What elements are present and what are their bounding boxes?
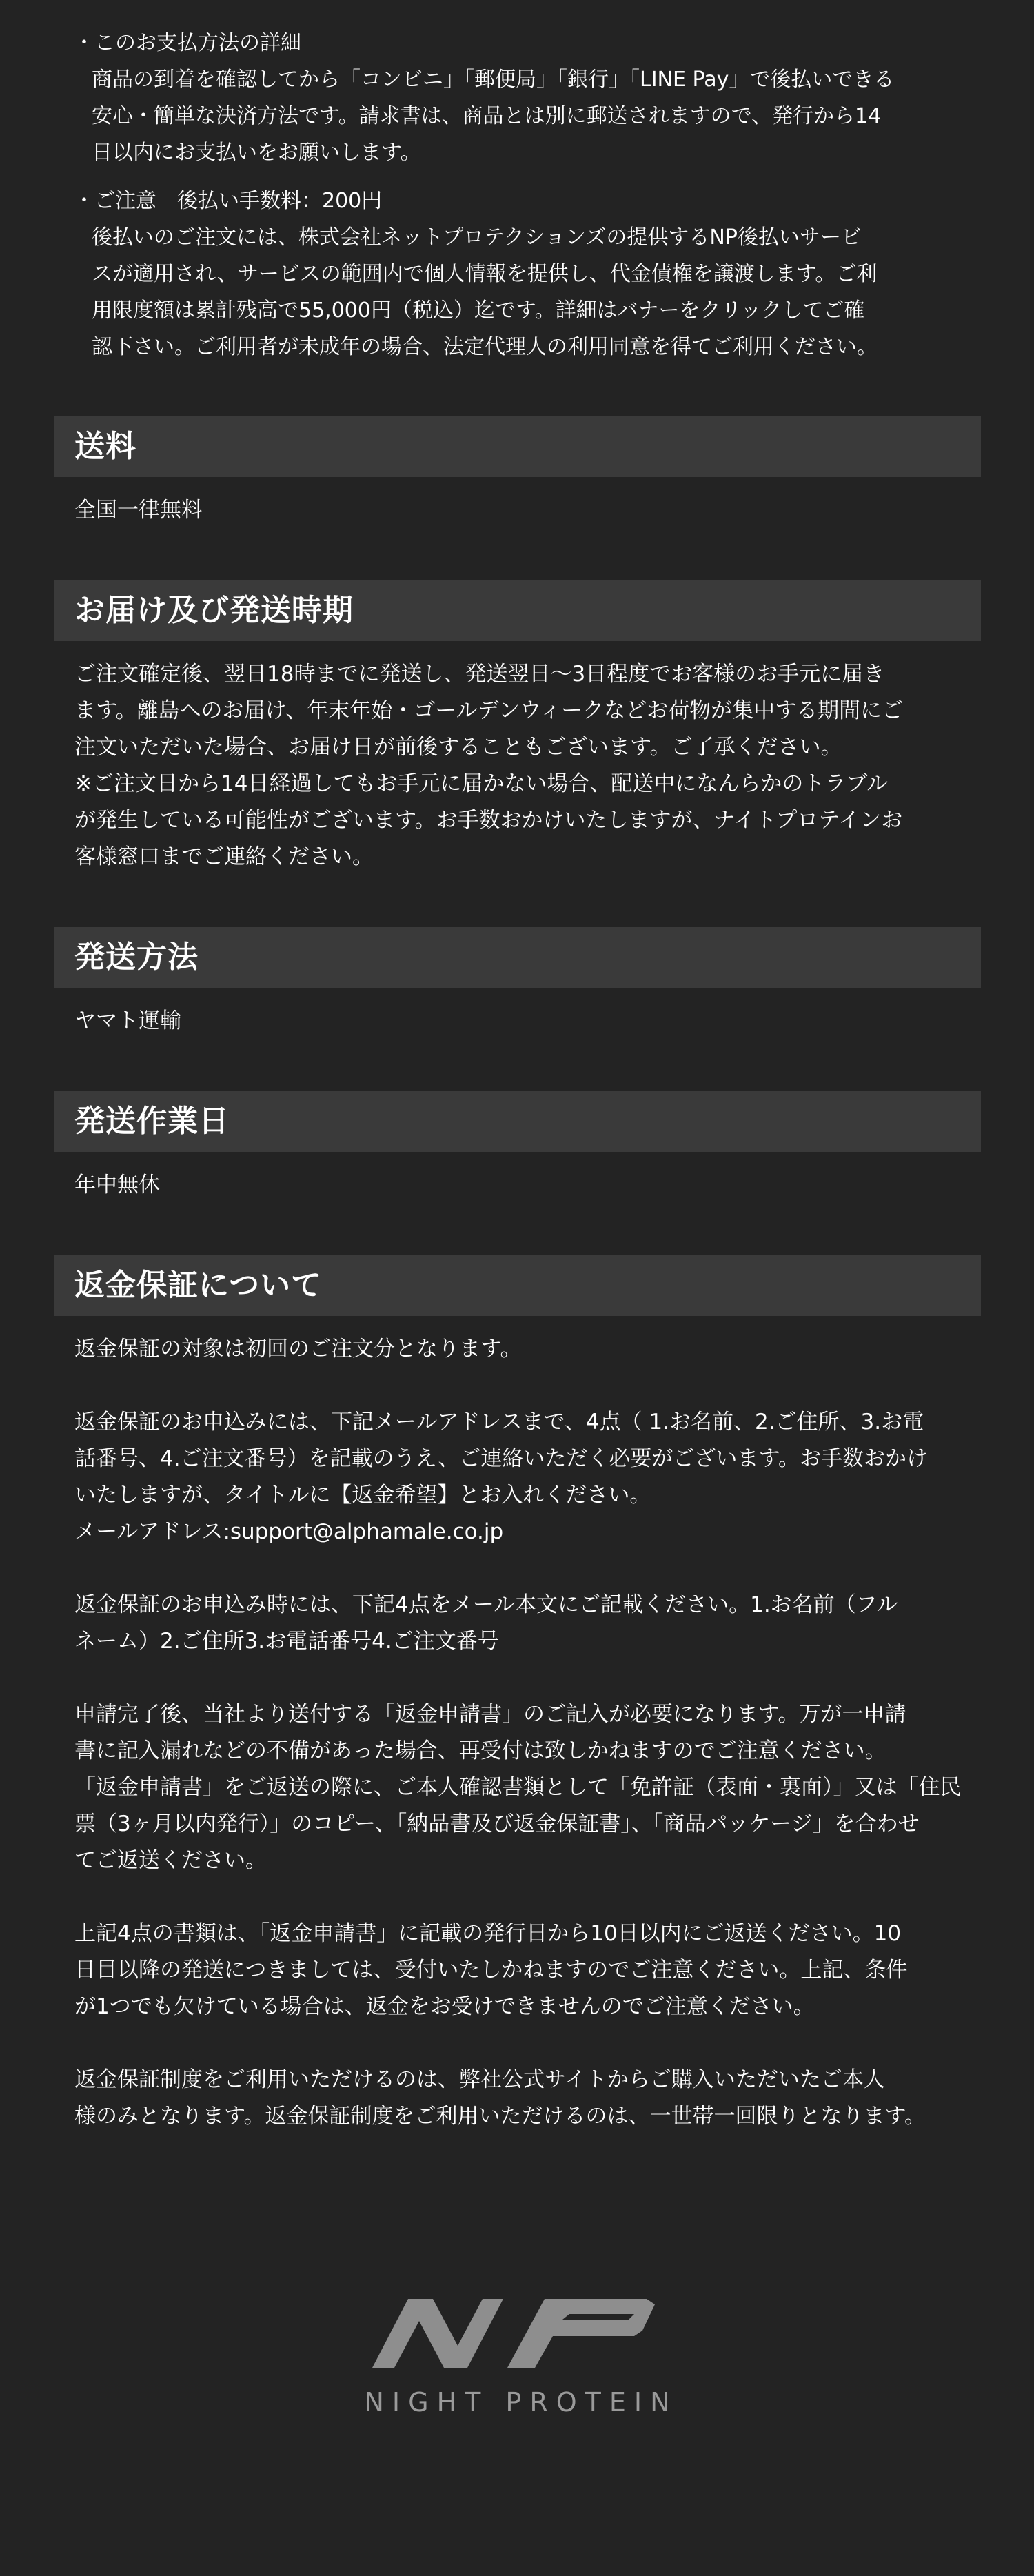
refund-paragraph	[74, 1916, 981, 2025]
text-line: 様のみとなります。返金保証制度をご利用いただけるのは、一世帯一回限りとなります。	[74, 2104, 926, 2129]
text-line: 日以内にお支払いをお願いします。	[92, 141, 421, 165]
refund-paragraph	[74, 1331, 981, 1368]
section-title: 発送作業日	[54, 1091, 981, 1152]
text-line: が発生している可能性がございます。お手数おかけいたしますが、ナイトプロテインお	[74, 808, 903, 833]
section-body	[54, 641, 981, 875]
text-line: 書に記入漏れなどの不備があった場合、再受付は致しかねますのでご注意ください。	[74, 1738, 886, 1763]
text-line: 用限度額は累計残高で55,000円（税込）迄です。詳細はバナーをクリックしてご確	[92, 298, 865, 323]
text-line: ※ご注文日から14日経過してもお手元に届かない場合、配送中になんらかのトラブル	[74, 771, 889, 796]
text-line: スが適用され、サービスの範囲内で個人情報を提供し、代金債権を譲渡します。ご利	[92, 262, 878, 286]
section-title: 送料	[54, 416, 981, 477]
text-line: ます。離島へのお届け、年末年始・ゴールデンウィークなどお荷物が集中する期間にご	[74, 698, 904, 723]
payment-details-text	[74, 61, 981, 171]
text-line: 後払いのご注文には、株式会社ネットプロテクションズの提供するNP後払いサービ	[92, 225, 862, 250]
text-line: 全国一律無料	[74, 498, 203, 523]
section-body	[54, 1316, 981, 2135]
payment-caution	[74, 183, 981, 365]
section-body	[54, 477, 981, 529]
brand-logo	[0, 2299, 1034, 2417]
text-line: 認下さい。ご利用者が未成年の場合、法定代理人の利用同意を得てご利用ください。	[92, 335, 878, 359]
text-line: 申請完了後、当社より送付する「返金申請書」のご記入が必要になります。万が一申請	[74, 1702, 906, 1727]
payment-caution-text	[74, 219, 981, 365]
text-line: ネーム）2.ご住所3.お電話番号4.ご注文番号	[74, 1629, 499, 1654]
section-body	[54, 988, 981, 1039]
section-refund	[54, 1255, 981, 2135]
brand-name: NIGHT PROTEIN	[364, 2387, 678, 2417]
text-line: 票（3ヶ月以内発行）」のコピー、「納品書及び返金保証書」、「商品パッケージ」を合わせ	[74, 1812, 920, 1836]
text-line: 返金保証のお申込み時には、下記4点をメール本文にご記載ください。1.お名前（フル	[74, 1592, 898, 1617]
text-line: 注文いただいた場合、お届け日が前後することもございます。ご了承ください。	[74, 735, 842, 760]
text-line: 返金保証のお申込みには、下記メールアドレスまで、4点（ 1.お名前、2.ご住所、3.お電	[74, 1410, 924, 1434]
text-line: 上記4点の書類は、「返金申請書」に記載の発行日から10日以内にご返送ください。10	[74, 1921, 902, 1946]
section-shipping-method	[54, 927, 981, 1039]
text-line: が1つでも欠けている場合は、返金をお受けできませんのでご注意ください。	[74, 1994, 815, 2019]
refund-paragraph	[74, 1696, 981, 1879]
section-body	[54, 1152, 981, 1204]
section-title: お届け及び発送時期	[54, 580, 981, 641]
payment-details	[74, 25, 981, 171]
section-shipping-workdays	[54, 1091, 981, 1204]
section-title: 返金保証について	[54, 1255, 981, 1316]
text-line: ヤマト運輸	[74, 1008, 181, 1033]
text-line: 年中無休	[74, 1173, 160, 1197]
text-line: いたしますが、タイトルに【返金希望】とお入れください。	[74, 1483, 651, 1508]
email-address-line: メールアドレス:support@alphamale.co.jp	[74, 1519, 504, 1544]
text-line: てご返送ください。	[74, 1848, 267, 1873]
text-line: ご注文確定後、翌日18時までに発送し、発送翌日〜3日程度でお客様のお手元に届き	[74, 662, 885, 687]
text-line: 話番号、4.ご注文番号）を記載のうえ、ご連絡いただく必要がございます。お手数おかけ	[74, 1446, 928, 1471]
text-line: 客様窓口までご連絡ください。	[74, 844, 374, 869]
content	[54, 25, 981, 2135]
payment-details-heading: ・このお支払方法の詳細	[74, 31, 301, 55]
text-line: 返金保証の対象は初回のご注文分となります。	[74, 1337, 522, 1361]
payment-caution-heading: ・ご注意 後払い手数料：200円	[74, 189, 383, 213]
text-line: 安心・簡単な決済方法です。請求書は、商品とは別に郵送されますので、発行から14	[92, 104, 882, 128]
section-title: 発送方法	[54, 927, 981, 988]
refund-paragraph	[74, 2062, 981, 2135]
text-line: 返金保証制度をご利用いただけるのは、弊社公式サイトからご購入いただいたご本人	[74, 2067, 885, 2092]
section-shipping-fee	[54, 416, 981, 529]
text-line: 「返金申請書」をご返送の際に、ご本人確認書類として「免許証（表面・裏面）」又は「住民	[74, 1775, 962, 1800]
text-line: 日目以降の発送につきましては、受付いたしかねますのでご注意ください。上記、条件	[74, 1958, 908, 1982]
np-logo-icon	[372, 2299, 662, 2368]
text-line: 商品の到着を確認してから「コンビニ」「郵便局」「銀行」「LINE Pay」で後払いできる	[92, 68, 895, 92]
refund-paragraph	[74, 1404, 981, 1550]
section-delivery	[54, 580, 981, 875]
refund-paragraph	[74, 1587, 981, 1660]
